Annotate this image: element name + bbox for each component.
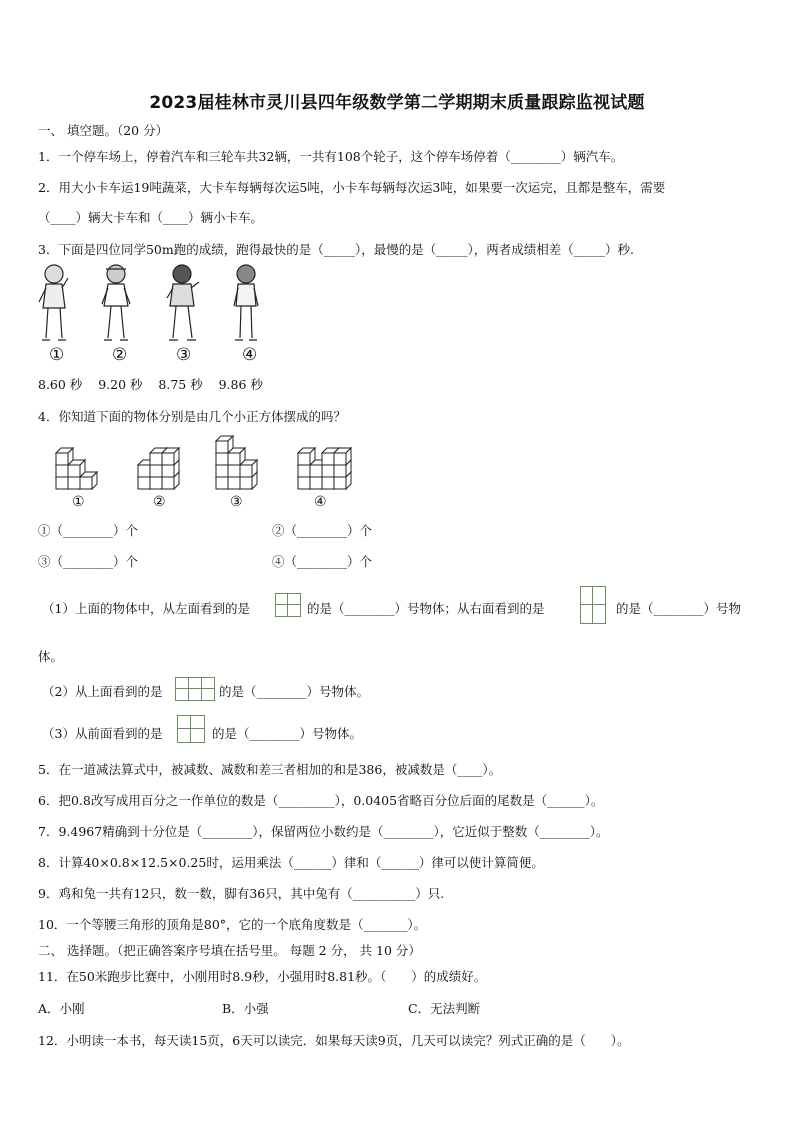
question-1: 1．一个停车场上，停着汽车和三轮车共32辆，一共有108个轮子，这个停车场停着（________）辆汽车。 (38, 149, 624, 164)
q4-part-3-text-b: 的是（________）号物体。 (212, 726, 363, 741)
cube-label-1: ① (72, 494, 85, 510)
question-3: 3．下面是四位同学50m跑的成绩，跑得最快的是（_____），最慢的是（_____），两者成绩相差（_____）秒. (38, 242, 634, 257)
question-12: 12．小明读一本书，每天读15页，6天可以读完．如果每天读9页，几天可以读完？列式正确的是（ ）。 (38, 1033, 630, 1048)
q4-part-2-text-a: （2）从上面看到的是 (42, 684, 163, 699)
runner-label-4: ④ (242, 345, 258, 365)
top-view-grid-icon (175, 677, 215, 701)
q4-part-3-text-a: （3）从前面看到的是 (42, 726, 163, 741)
question-4: 4．你知道下面的物体分别是由几个小正方体摆成的吗？ (38, 409, 346, 424)
answer-1-cubes: ①（________）个 (38, 523, 139, 538)
runner-2-figure (102, 265, 130, 340)
section-2-heading: 二、 选择题。（把正确答案序号填在括号里。 每题 2 分， 共 10 分） (38, 943, 421, 958)
runner-4-figure (234, 265, 258, 340)
q4-part-1-text-a: （1）上面的物体中，从左面看到的是 (42, 601, 250, 616)
cube-label-2: ② (153, 494, 166, 510)
runner-label-3: ③ (176, 345, 192, 365)
answer-4-cubes: ④（________）个 (272, 554, 373, 569)
question-8: 8．计算40×0.8×12.5×0.25时，运用乘法（______）律和（______）律可以使计算简便。 (38, 855, 544, 870)
section-1-heading: 一、 填空题。（20 分） (38, 123, 169, 138)
q4-part-1-text-b: 的是（________）号物体；从右面看到的是 (307, 601, 545, 616)
option-b: B．小强 (222, 1001, 269, 1016)
runner-label-1: ① (49, 345, 65, 365)
cube-figure-1 (56, 448, 97, 489)
cube-figure-3 (216, 436, 257, 489)
q4-part-2-text-b: 的是（________）号物体。 (219, 684, 370, 699)
answer-2-cubes: ②（________）个 (272, 523, 373, 538)
question-2-line-1: 2．用大小卡车运19吨蔬菜，大卡车每辆每次运5吨，小卡车每辆每次运3吨，如果要一次运完，且都是整车，需要 (38, 180, 666, 195)
runner-3-figure (167, 265, 199, 340)
option-a: A．小刚 (38, 1001, 85, 1016)
answer-3-cubes: ③（________）个 (38, 554, 139, 569)
cube-figure-4 (298, 448, 351, 489)
left-view-grid-icon (275, 593, 301, 617)
runner-times: 8.60 秒 9.20 秒 8.75 秒 9.86 秒 (38, 377, 263, 392)
question-6: 6．把0.8改写成用百分之一作单位的数是（_________），0.0405省略百分位后面的尾数是（______）。 (38, 793, 604, 808)
question-10: 10．一个等腰三角形的顶角是80°，它的一个底角度数是（_______）。 (38, 917, 427, 932)
question-7: 7．9.4967精确到十分位是（________），保留两位小数约是（________），它近似于整数（________）。 (38, 824, 609, 839)
front-view-grid-icon (177, 715, 205, 743)
cube-figure-2 (138, 448, 179, 489)
runner-label-2: ② (112, 345, 128, 365)
cube-label-3: ③ (230, 494, 243, 510)
option-c: C．无法判断 (408, 1001, 481, 1016)
q4-part-1-text-d: 体。 (38, 649, 64, 664)
q4-part-1-text-c: 的是（________）号物 (616, 601, 742, 616)
runner-1-figure (39, 265, 68, 340)
cube-label-4: ④ (314, 494, 327, 510)
page-title: 2023届桂林市灵川县四年级数学第二学期期末质量跟踪监视试题 (149, 93, 645, 113)
right-view-grid-icon (580, 586, 606, 624)
question-11: 11．在50米跑步比赛中，小刚用时8.9秒，小强用时8.81秒。（ ）的成绩好。 (38, 969, 487, 984)
question-9: 9．鸡和兔一共有12只，数一数，脚有36只，其中兔有（__________）只. (38, 886, 445, 901)
question-2-line-2: （____）辆大卡车和（____）辆小卡车。 (38, 210, 264, 225)
runners-illustration (36, 262, 266, 344)
question-5: 5．在一道减法算式中，被减数、减数和差三者相加的和是386，被减数是（____）。 (38, 762, 502, 777)
